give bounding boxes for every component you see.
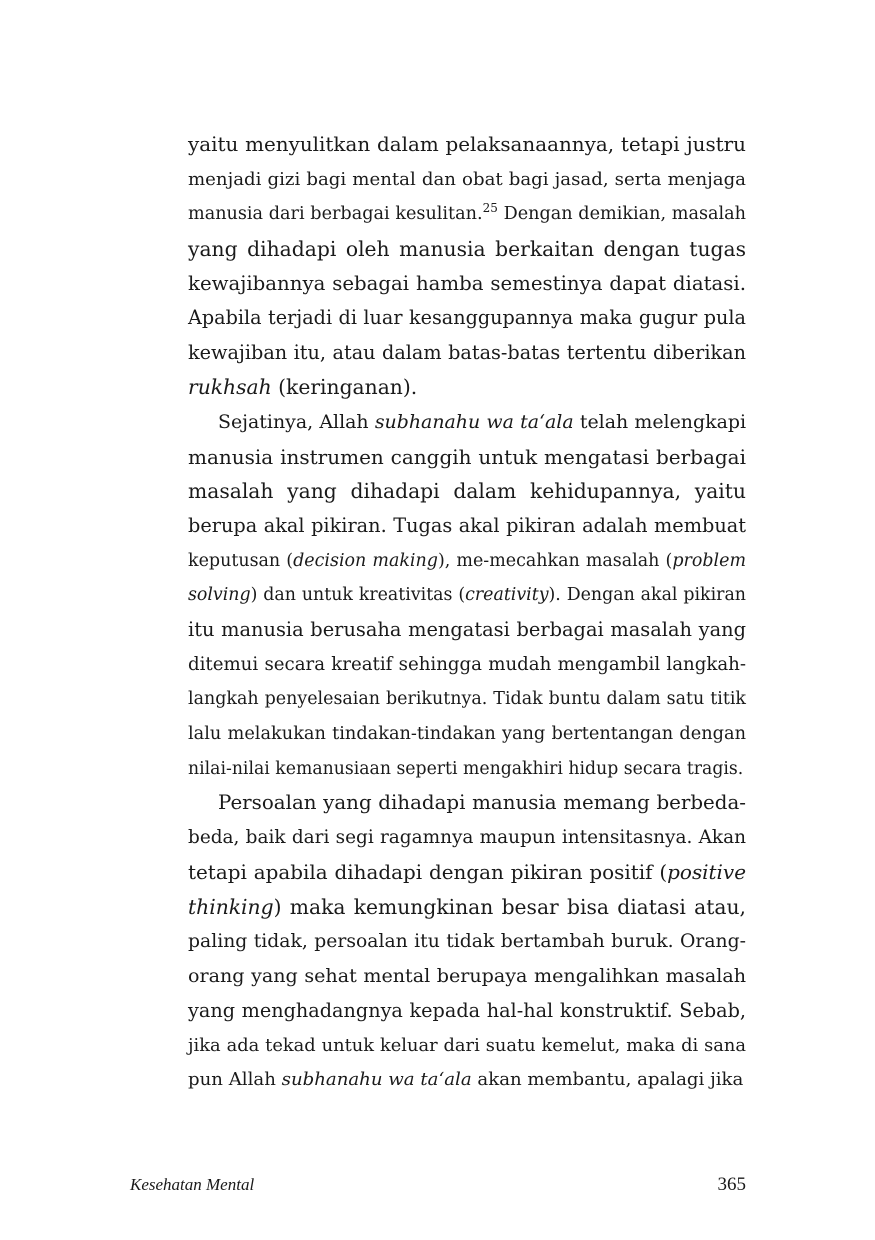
text-run: Dengan demikian, masalah <box>497 204 746 225</box>
text-run: berupa akal pikiran. Tugas akal pikiran adalah membuat <box>188 514 746 538</box>
text-line <box>188 197 746 232</box>
text-line <box>188 752 746 787</box>
text-line <box>188 925 746 960</box>
text-line <box>188 1063 746 1098</box>
running-title: Kesehatan Mental <box>130 1175 255 1194</box>
italic-term: positive <box>667 860 746 885</box>
text-run: yang menghadangnya kepada hal-hal konstruktif. Sebab, <box>188 999 746 1023</box>
text-line <box>188 1029 746 1064</box>
text-run: langkah penyelesaian berikutnya. Tidak buntu dalam satu titik <box>188 689 746 710</box>
italic-term: solving <box>188 585 251 606</box>
text-line <box>188 855 746 890</box>
italic-term: problem <box>672 550 746 571</box>
text-run: nilai-nilai kemanusiaan seperti mengakhiri hidup secara tragis. <box>188 758 744 779</box>
text-line <box>188 336 746 371</box>
text-run: tetapi apabila dihadapi dengan pikiran positif ( <box>188 860 668 885</box>
text-line <box>188 648 746 683</box>
text-line <box>188 821 746 856</box>
page-number: 365 <box>717 1174 746 1195</box>
text-line <box>188 959 746 994</box>
text-line <box>188 163 746 198</box>
text-run: ). Dengan akal pikiran <box>548 585 746 606</box>
text-run: beda, baik dari segi ragamnya maupun intensitasnya. Akan <box>188 826 746 848</box>
text-line <box>188 613 746 648</box>
text-run: manusia dari berbagai kesulitan. <box>188 204 483 225</box>
text-run: Persoalan yang dihadapi manusia memang berbeda- <box>218 791 746 815</box>
paragraph <box>188 405 746 786</box>
text-line <box>188 128 746 163</box>
italic-term: subhanahu wa ta‘ala <box>281 1069 472 1091</box>
text-line <box>188 440 746 475</box>
page-footer <box>130 1172 746 1198</box>
text-line <box>188 370 746 405</box>
text-run: jika ada tekad untuk keluar dari suatu kemelut, maka di sana <box>188 1034 746 1056</box>
text-run: yang dihadapi oleh manusia berkaitan dengan tugas <box>188 236 746 261</box>
text-run: pun Allah <box>188 1069 282 1091</box>
italic-term: subhanahu wa ta‘ala <box>374 411 574 434</box>
text-run: telah melengkapi <box>573 411 747 434</box>
italic-term: decision making <box>293 550 438 571</box>
text-run: Sejatinya, Allah <box>218 411 375 434</box>
text-run: ditemui secara kreatif sehingga mudah mengambil langkah- <box>188 653 746 675</box>
text-run: itu manusia berusaha mengatasi berbagai masalah yang <box>188 617 746 641</box>
footnote-marker: 25 <box>482 201 498 216</box>
text-run: paling tidak, persoalan itu tidak bertambah buruk. Orang- <box>188 930 746 952</box>
text-run: orang yang sehat mental berupaya mengalihkan masalah <box>188 964 746 988</box>
text-line <box>188 509 746 544</box>
text-line <box>188 786 746 821</box>
paragraph <box>188 786 746 1098</box>
text-run: (keringanan). <box>271 375 418 400</box>
text-line <box>188 578 746 613</box>
text-run: ), me-mecahkan masalah ( <box>437 550 673 571</box>
text-run: ) maka kemungkinan besar bisa diatasi atau, <box>273 895 746 920</box>
text-line <box>188 682 746 717</box>
text-run: ) dan untuk kreativitas ( <box>250 585 466 606</box>
text-line <box>188 717 746 752</box>
body-text <box>188 128 746 1098</box>
italic-term: creativity <box>465 585 549 606</box>
text-line <box>188 301 746 336</box>
text-run: masalah yang dihadapi dalam kehidupannya, yaitu <box>188 479 746 504</box>
text-line <box>188 267 746 302</box>
text-run: keputusan ( <box>188 550 294 571</box>
text-run: menjadi gizi bagi mental dan obat bagi jasad, serta menjaga <box>188 168 746 190</box>
italic-term: rukhsah <box>188 375 272 400</box>
paragraph <box>188 128 746 405</box>
text-line <box>188 994 746 1029</box>
italic-term: thinking <box>188 895 274 920</box>
text-run: lalu melakukan tindakan-tindakan yang bertentangan dengan <box>188 723 746 744</box>
text-line <box>188 232 746 267</box>
text-run: manusia instrumen canggih untuk mengatasi berbagai <box>188 444 746 469</box>
text-line <box>188 474 746 509</box>
text-run: kewajibannya sebagai hamba semestinya dapat diatasi. <box>188 271 746 295</box>
text-run: Apabila terjadi di luar kesanggupannya maka gugur pula <box>188 306 746 330</box>
text-line <box>188 890 746 925</box>
text-line <box>188 544 746 579</box>
text-run: yaitu menyulitkan dalam pelaksanaannya, tetapi justru <box>188 133 746 156</box>
text-run: akan membantu, apalagi jika <box>471 1069 744 1091</box>
text-line <box>188 405 746 440</box>
text-run: kewajiban itu, atau dalam batas-batas tertentu diberikan <box>188 340 746 364</box>
